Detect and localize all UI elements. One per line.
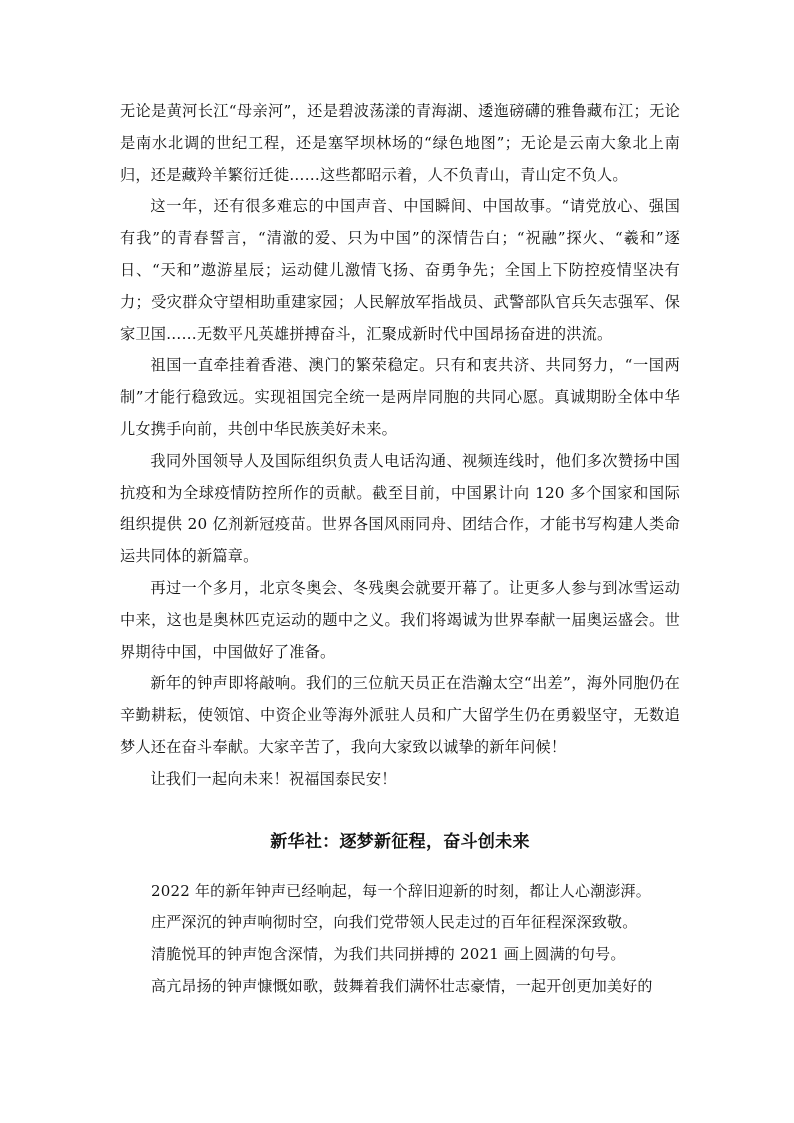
paragraph-international: 我同外国领导人及国际组织负责人电话沟通、视频连线时，他们多次赞扬中国抗疫和为全球疫情防控所作的贡献。截至目前，中国累计向 120 多个国家和国际组织提供 20 亿剂新冠疫苗。世界各国风雨同舟、团结合作，才能书写构建人类命运共同体的新篇章。 [120,451,680,566]
paragraph-new-year-greetings: 新年的钟声即将敲响。我们的三位航天员正在浩瀚太空“出差”，海外同胞仍在辛勤耕耘，使领馆、中资企业等海外派驻人员和广大留学生仍在勇毅坚守，无数追梦人还在奋斗奉献。大家辛苦了，我向大家致以诚挚的新年问候！ [120,674,680,756]
xinhua-article [120,876,680,1003]
paragraph-china-stories: 这一年，还有很多难忘的中国声音、中国瞬间、中国故事。“请党放心、强国有我”的青春誓言，“清澈的爱、只为中国”的深情告白；“祝融”探火、“羲和”逐日、“天和”遨游星辰；运动健儿激情飞扬、奋勇争先；全国上下防控疫情坚决有力；受灾群众守望相助重建家园；人民解放军指战员、武警部队官兵矢志强军、保家卫国……无数平凡英雄拼搏奋斗，汇聚成新时代中国昂扬奋进的洪流。 [120,197,680,343]
paragraph-winter-olympics: 再过一个多月，北京冬奥会、冬残奥会就要开幕了。让更多人参与到冰雪运动中来，这也是奥林匹克运动的题中之义。我们将竭诚为世界奉献一届奥运盛会。世界期待中国，中国做好了准备。 [120,578,680,661]
paragraph-closing-wish: 让我们一起向未来！祝福国泰民安！ [150,769,397,788]
section-title: 新华社：逐梦新征程，奋斗创未来 [270,831,530,852]
paragraph-nature: 无论是黄河长江“母亲河”，还是碧波荡漾的青海湖、逶迤磅礴的雅鲁藏布江；无论是南水北调的世纪工程，还是塞罕坝林场的“绿色地图”；无论是云南大象北上南归，还是藏羚羊繁衍迁徙……这些都昭示着，人不负青山，青山定不负人。 [120,102,680,184]
article-line: 2022 年的新年钟声已经响起，每一个辞旧迎新的时刻，都让人心潮澎湃。 [151,881,651,900]
article-line: 高亢昂扬的钟声慷慨如歌，鼓舞着我们满怀壮志豪情，一起开创更加美好的 [151,976,653,995]
article-line: 庄严深沉的钟声响彻时空，向我们党带领人民走过的百年征程深深致敬。 [151,913,638,932]
document-body [120,96,680,1003]
paragraph-hongkong-macao: 祖国一直牵挂着香港、澳门的繁荣稳定。只有和衷共济、共同努力，“一国两制”才能行稳致远。实现祖国完全统一是两岸同胞的共同心愿。真诚期盼全体中华儿女携手向前，共创中华民族美好未来。 [120,356,680,438]
article-line: 清脆悦耳的钟声饱含深情，为我们共同拼搏的 2021 画上圆满的句号。 [151,945,626,964]
